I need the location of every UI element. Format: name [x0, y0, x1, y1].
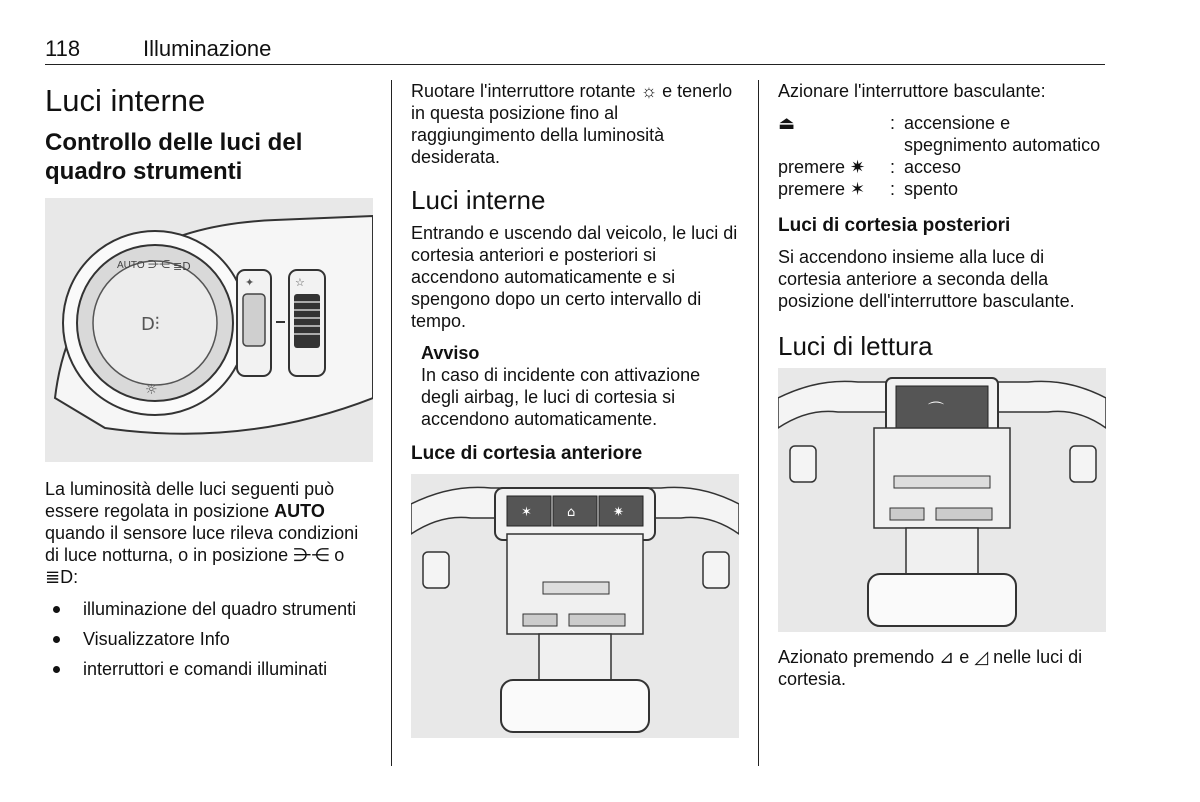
list-item: Visualizzatore Info — [45, 628, 375, 650]
column-divider — [391, 80, 392, 766]
light-on-icon: ✷ — [850, 157, 866, 177]
door-icon: ⏏ — [778, 113, 796, 133]
column-3 — [778, 80, 1108, 700]
light-switch-figure — [45, 198, 373, 462]
column-divider — [758, 80, 759, 766]
auto-label: AUTO — [274, 501, 325, 521]
auto-label: AUTO — [117, 260, 145, 271]
svg-text:☆: ☆ — [295, 276, 305, 289]
rocker-intro: Azionare l'interruttore basculante: — [778, 81, 1046, 101]
reading-lights-text: Azionato premendo ⊿ e ◿ nelle luci di cortesia. — [778, 647, 1083, 689]
rocker-switch-table: ⏏ : accensione e spegnimento automatico premere ✷ : acceso premere ✶ : spento — [778, 113, 1101, 199]
rear-courtesy-title: Luci di cortesia posteriori — [778, 215, 1011, 236]
headlights-icon: ≣D — [45, 567, 74, 587]
rotary-paragraph: Ruotare l'interruttore rotante ☼ e tenerlo in questa posizione fino al raggiungimento della luminosità desiderata. — [411, 81, 733, 167]
light-off-icon: ✶ — [850, 179, 866, 199]
reading-light-right-icon: ◿ — [974, 647, 989, 667]
brightness-paragraph: La luminosità delle luci seguenti può essere regolata in posizione AUTO quando il sensore luce rileva condizioni di luce notturna, o in posizione ⋺⋲ o ≣D: — [45, 479, 359, 587]
sidelights-icon: ⋺⋲ — [293, 545, 330, 565]
interior-lights-paragraph: Entrando e uscendo dal veicolo, le luci di cortesia anteriori e posteriori si accendono automaticamente e si spengono dopo un certo intervallo di tempo. — [411, 223, 738, 331]
rear-courtesy-text: Si accendono insieme alla luce di cortesia anteriore a seconda della posizione dell'interruttore basculante. — [778, 247, 1075, 311]
svg-text:⌂: ⌂ — [567, 505, 576, 520]
column-1 — [45, 80, 375, 688]
column-2 — [411, 80, 741, 738]
reading-light-left-icon: ⊿ — [939, 647, 955, 667]
note-text: In caso di incidente con attivazione degli airbag, le luci di cortesia si accendono automaticamente. — [421, 365, 701, 429]
svg-text:✶: ✶ — [521, 505, 532, 520]
bullet-list — [45, 598, 375, 680]
fog-light-icon: D⫶ — [141, 314, 160, 335]
section-title-dash-lights: Controllo delle luci del quadro strumenti — [45, 129, 303, 185]
list-item: illuminazione del quadro strumenti — [45, 598, 375, 620]
sun-icon: ☼ — [145, 382, 158, 398]
reading-lights-title: Luci di lettura — [778, 331, 933, 361]
main-title: Luci interne — [45, 83, 206, 118]
svg-text:✷: ✷ — [613, 505, 624, 520]
svg-text:⌒: ⌒ — [928, 400, 945, 419]
svg-text:⋺⋲: ⋺⋲ — [148, 258, 170, 271]
page-header — [45, 36, 1105, 65]
front-courtesy-title: Luce di cortesia anteriore — [411, 443, 643, 464]
page-number: 118 — [45, 36, 81, 61]
reading-lights-figure — [778, 368, 1106, 632]
front-courtesy-figure — [411, 474, 739, 738]
note-title: Avviso — [421, 343, 480, 363]
svg-text:✦: ✦ — [245, 276, 255, 289]
section-title-interior-lights: Luci interne — [411, 185, 546, 215]
note-box — [421, 342, 741, 430]
list-item: interruttori e comandi illuminati — [45, 658, 375, 680]
rotary-switch-icon: ☼ — [640, 81, 658, 101]
chapter-title: Illuminazione — [143, 36, 272, 61]
svg-text:≣D: ≣D — [173, 260, 191, 273]
